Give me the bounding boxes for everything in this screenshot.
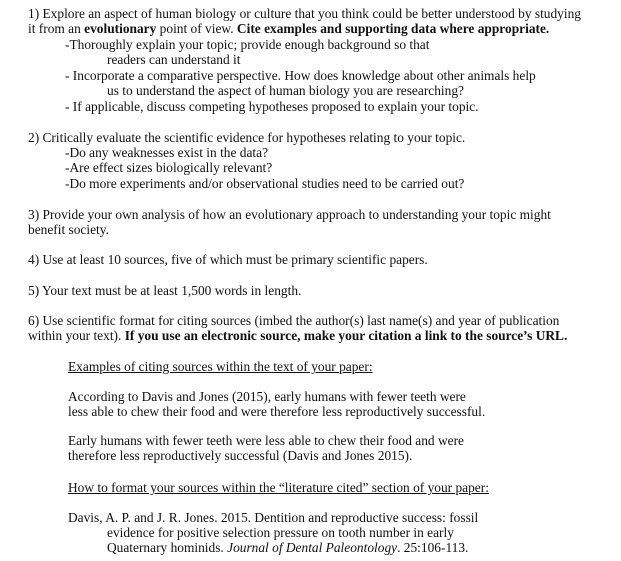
item-2-line-1: 2) Critically evaluate the scientific evidence for hypotheses relating to your topic.: [28, 130, 466, 145]
item-2-bullet-1: -Do any weaknesses exist in the data?: [65, 145, 269, 160]
item-1-bullet-1-cont: readers can understand it: [107, 52, 241, 67]
example-2-line-2: therefore less reproductively successful (Davis and Jones 2015).: [68, 448, 413, 463]
reference-line-1: Davis, A. P. and J. R. Jones. 2015. Dentition and reproductive success: fossil: [68, 510, 479, 525]
example-2-line-1: Early humans with fewer teeth were less able to chew their food and were: [68, 433, 464, 448]
item-1-line-2: it from an evolutionary point of view. Cite examples and supporting data where appropriate.: [28, 21, 550, 36]
reference-line-2: evidence for positive selection pressure on tooth number in early: [107, 525, 454, 540]
item-1-bullet-3: - If applicable, discuss competing hypotheses proposed to explain your topic.: [65, 99, 479, 114]
examples-heading: Examples of citing sources within the text of your paper:: [68, 359, 373, 374]
item-1-bullet-1: -Thoroughly explain your topic; provide enough background so that: [65, 37, 430, 52]
item-1-line-1: 1) Explore an aspect of human biology or culture that you think could be better understood by studying: [28, 6, 581, 21]
item-1-bullet-2-cont: us to understand the aspect of human biology you are researching?: [107, 83, 464, 98]
example-1-line-2: less able to chew their food and were therefore less reproductively successful.: [68, 404, 486, 419]
example-1-line-1: According to Davis and Jones (2015), early humans with fewer teeth were: [68, 389, 466, 404]
item-6-line-1: 6) Use scientific format for citing sources (imbed the author(s) last name(s) and year of publication: [28, 313, 560, 328]
item-1-bullet-2: - Incorporate a comparative perspective. How does knowledge about other animals help: [65, 68, 536, 83]
item-3-line-2: benefit society.: [28, 222, 109, 237]
reference-line-3: Quaternary hominids. Journal of Dental Paleontology. 25:106-113.: [107, 540, 469, 555]
item-2-bullet-2: -Are effect sizes biologically relevant?: [65, 160, 273, 175]
item-6-line-2: within your text). If you use an electronic source, make your citation a link to the source’s URL.: [28, 328, 568, 343]
item-5: 5) Your text must be at least 1,500 words in length.: [28, 283, 302, 298]
item-3-line-1: 3) Provide your own analysis of how an evolutionary approach to understanding your topic might: [28, 207, 551, 222]
literature-heading: How to format your sources within the “literature cited” section of your paper:: [68, 480, 489, 495]
item-4: 4) Use at least 10 sources, five of which must be primary scientific papers.: [28, 252, 428, 267]
item-2-bullet-3: -Do more experiments and/or observational studies need to be carried out?: [65, 176, 465, 191]
